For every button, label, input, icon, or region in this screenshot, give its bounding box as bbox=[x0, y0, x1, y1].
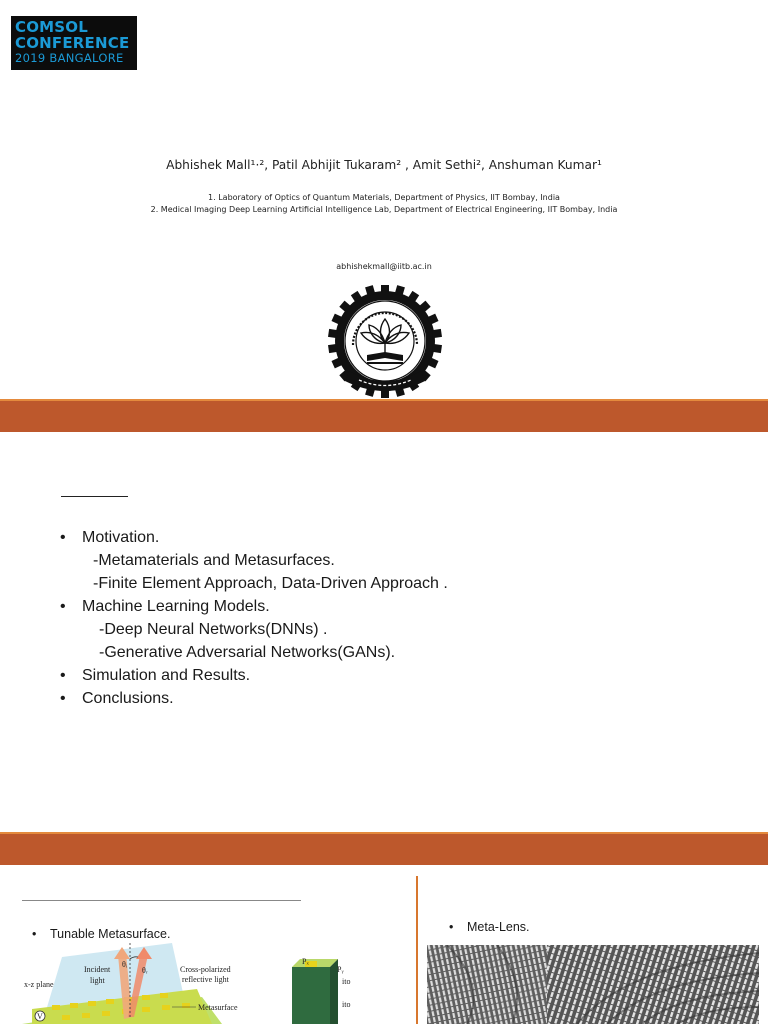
outline-heading-rule bbox=[61, 496, 128, 497]
outline-subitem: -Metamaterials and Metasurfaces. bbox=[93, 552, 335, 569]
logo-line-3: 2019 BANGALORE bbox=[15, 51, 124, 65]
figure-label-py: Pᵧ bbox=[337, 965, 344, 974]
meta-lens-label: • Meta-Lens. bbox=[449, 920, 530, 934]
author-list: Abhishek Mall¹·², Patil Abhijit Tukaram² , Amit Sethi², Anshuman Kumar¹ bbox=[166, 158, 602, 172]
iit-bombay-emblem-icon bbox=[327, 285, 443, 399]
section-divider-band bbox=[0, 399, 768, 432]
affiliation-2: 2. Medical Imaging Deep Learning Artificial Intelligence Lab, Department of Electrical Engineering, IIT Bombay, India bbox=[150, 205, 618, 214]
figure-label-ito-2: ito bbox=[342, 1000, 351, 1009]
gear-tooth bbox=[432, 329, 442, 338]
logo-line-2: CONFERENCE bbox=[15, 34, 130, 52]
tunable-metasurface-figure bbox=[22, 937, 364, 1024]
figure-label-light: light bbox=[90, 976, 105, 985]
outline-subitem: -Finite Element Approach, Data-Driven Approach . bbox=[93, 575, 448, 592]
figure-label-px: Pₓ bbox=[302, 957, 309, 966]
contact-email: abhishekmall@iitb.ac.in bbox=[336, 262, 432, 271]
figure-label-theta-i: θᵢ bbox=[122, 960, 128, 969]
figure-label-incident: Incident bbox=[84, 965, 111, 974]
column-divider bbox=[416, 876, 418, 1024]
section-divider-band bbox=[0, 832, 768, 865]
metasurface-heading-rule bbox=[22, 900, 301, 901]
gear-tooth bbox=[381, 285, 389, 293]
outline-subitem: -Generative Adversarial Networks(GANs). bbox=[99, 644, 396, 661]
outline-list bbox=[60, 526, 760, 710]
outline-item: • Machine Learning Models. bbox=[60, 598, 270, 615]
logo-line-1: COMSOL bbox=[15, 18, 88, 36]
meta-lens-sem-image bbox=[427, 945, 759, 1024]
outline-item: • Motivation. bbox=[60, 529, 160, 546]
figure-label-theta-r: θᵣ bbox=[142, 966, 148, 975]
outline-item: • Conclusions. bbox=[60, 690, 174, 707]
gear-tooth bbox=[328, 329, 338, 338]
figure-label-cross-polarized: Cross-polarized bbox=[180, 965, 231, 974]
comsol-conference-logo bbox=[11, 16, 137, 70]
tunable-metasurface-label: • Tunable Metasurface. bbox=[32, 927, 171, 941]
gear-tooth bbox=[328, 344, 338, 353]
gear-tooth bbox=[432, 344, 442, 353]
figure-label-metasurface: Metasurface bbox=[198, 1003, 238, 1012]
figure-label-plane: x-z plane bbox=[24, 980, 54, 989]
figure-label-voltage: V bbox=[37, 1012, 43, 1021]
outline-item: • Simulation and Results. bbox=[60, 667, 251, 684]
figure-label-ito-1: ito bbox=[342, 977, 351, 986]
affiliation-1: 1. Laboratory of Optics of Quantum Materials, Department of Physics, IIT Bombay, India bbox=[208, 193, 560, 202]
figure-label-reflective-light: reflective light bbox=[182, 975, 229, 984]
outline-subitem: -Deep Neural Networks(DNNs) . bbox=[99, 621, 328, 638]
